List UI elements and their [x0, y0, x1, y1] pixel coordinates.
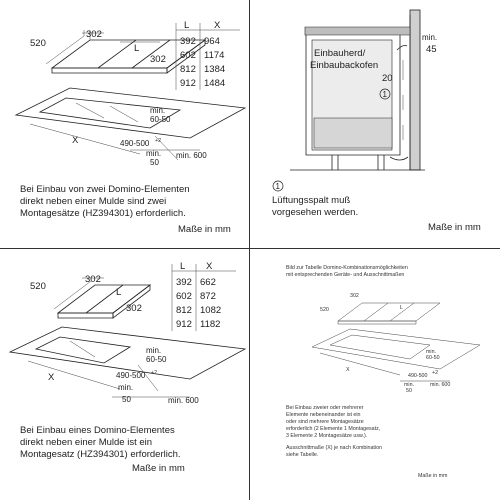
table-header-l: L [180, 261, 186, 272]
table-cell: 872 [200, 291, 216, 302]
caption-line-2: direkt neben einer Mulde sind zwei [20, 196, 167, 207]
note-line-2: vorgesehen werden. [272, 207, 359, 218]
dim-520: 520 [30, 38, 46, 49]
note-line-1: Bei Einbau zweier oder mehrerer [286, 405, 364, 411]
dim-min-600: min. 600 [176, 151, 207, 160]
table-cell: 1384 [204, 64, 226, 75]
note2-line-1: Ausschnittmaße (X) je nach Kombination [286, 445, 382, 451]
dim-50: 50 [406, 388, 412, 394]
table-header-x: X [214, 20, 221, 31]
dim-L: L [116, 287, 122, 298]
table-cell: 662 [200, 277, 216, 288]
table-cell: 1182 [200, 319, 221, 330]
oven-label-1: Einbauherd/ [314, 48, 366, 59]
table-cell: 392 [176, 277, 192, 288]
table-cell: 1484 [204, 78, 226, 89]
dim-min-45-b: 45 [426, 44, 437, 55]
dim-min-b: min. [118, 383, 134, 392]
panel-bl-drawing [0, 249, 249, 497]
dim-520: 520 [320, 307, 329, 313]
dim-302: 302 [85, 274, 101, 285]
dim-min-600: min. 600 [168, 396, 199, 405]
note-marker-number: 1 [275, 182, 280, 191]
table-cell: 392 [180, 36, 196, 47]
panel-one-domino-element [0, 249, 249, 497]
table-cell: 812 [176, 305, 192, 316]
dim-range-sup: +2 [432, 370, 439, 376]
header-line-1: Bild zur Tabelle Domino-Kombinationsmöglichkeiten [286, 265, 408, 271]
marker-number: 1 [382, 90, 387, 99]
note-line-4: erforderlich (2 Elemente 1 Montagesatz, [286, 426, 381, 432]
caption-line-1: Bei Einbau eines Domino-Elementes [20, 425, 175, 436]
cooktop-illustration [338, 303, 440, 324]
dim-520: 520 [30, 281, 46, 292]
dim-60-50: 60-50 [150, 115, 171, 124]
cabinet-section [290, 10, 425, 170]
table-cell: 1082 [200, 305, 222, 316]
dim-range-sup: +2 [151, 370, 158, 376]
dim-60-50: 60-50 [426, 355, 440, 361]
dim-min: min. [150, 106, 166, 115]
note-line-1: Lüftungsspalt muß [272, 195, 351, 206]
caption-line-1: Bei Einbau von zwei Domino-Elementen [20, 184, 190, 195]
dim-min-50-b: 50 [150, 158, 159, 167]
dim-range: 490-500 [120, 139, 150, 148]
table-cell: 602 [180, 50, 196, 61]
caption-line-3: Montagesatz (HZ394301) erforderlich. [20, 449, 181, 460]
dim-x: X [72, 135, 79, 146]
panel-combination-overview [250, 249, 499, 497]
header-line-2: mit entsprechenden Geräte- und Ausschnittmaßen [286, 272, 405, 278]
dim-302-right: 302 [150, 54, 166, 65]
table-cell: 912 [180, 78, 196, 89]
dim-min-b: min. [404, 382, 415, 388]
dim-302: 302 [350, 293, 359, 299]
table-cell: 964 [204, 36, 220, 47]
dim-x: X [346, 367, 350, 373]
note-line-2: Elemente nebeneinander ist ein [286, 412, 361, 418]
dim-min-600: min. 600 [430, 382, 451, 388]
table-cell: 812 [180, 64, 196, 75]
caption-line-3: Montagesätze (HZ394301) erforderlich. [20, 208, 186, 219]
dim-min-45-a: min. [422, 33, 438, 42]
dim-L: L [400, 305, 403, 311]
dim-302: 302 [86, 29, 102, 40]
panel-tr-drawing [250, 0, 499, 248]
dim-min-50-a: min. [146, 149, 162, 158]
dim-x: X [48, 372, 55, 383]
note-line-3: oder sind mehrere Montagesätze [286, 419, 364, 425]
panel-oven-ventilation [250, 0, 499, 248]
dim-range: 490-500 [116, 371, 146, 380]
units-label: Maße in mm [418, 473, 448, 479]
dim-L: L [134, 43, 140, 54]
table-header-l: L [184, 20, 190, 31]
worktop-cutout [16, 88, 245, 160]
units-label: Maße in mm [132, 463, 185, 474]
size-table [176, 20, 240, 90]
size-table [172, 261, 236, 331]
dim-60-50: 60-50 [146, 355, 167, 364]
worktop-cutout [312, 329, 480, 381]
note2-line-2: siehe Tabelle. [286, 452, 319, 458]
dim-302-right: 302 [126, 303, 142, 314]
oven-label-2: Einbaubackofen [310, 60, 379, 71]
dim-min-a: min. [146, 346, 162, 355]
dim-50: 50 [122, 395, 131, 404]
panel-br-drawing [250, 249, 499, 497]
table-cell: 1174 [204, 50, 225, 61]
caption-line-2: direkt neben einer Mulde ist ein [20, 437, 153, 448]
dim-20: 20 [382, 73, 393, 84]
dim-range: 490-500 [408, 373, 428, 379]
panel-two-domino-elements [0, 0, 249, 248]
units-label: Maße in mm [178, 224, 231, 235]
table-cell: 912 [176, 319, 192, 330]
table-cell: 602 [176, 291, 192, 302]
table-header-x: X [206, 261, 213, 272]
dim-range-sup: +2 [155, 138, 162, 144]
panel-tl-drawing [0, 0, 249, 248]
units-label: Maße in mm [428, 222, 481, 233]
note-line-5: 3 Elemente 2 Montagesätze usw.). [286, 433, 368, 439]
dim-min-a: min. [426, 349, 437, 355]
